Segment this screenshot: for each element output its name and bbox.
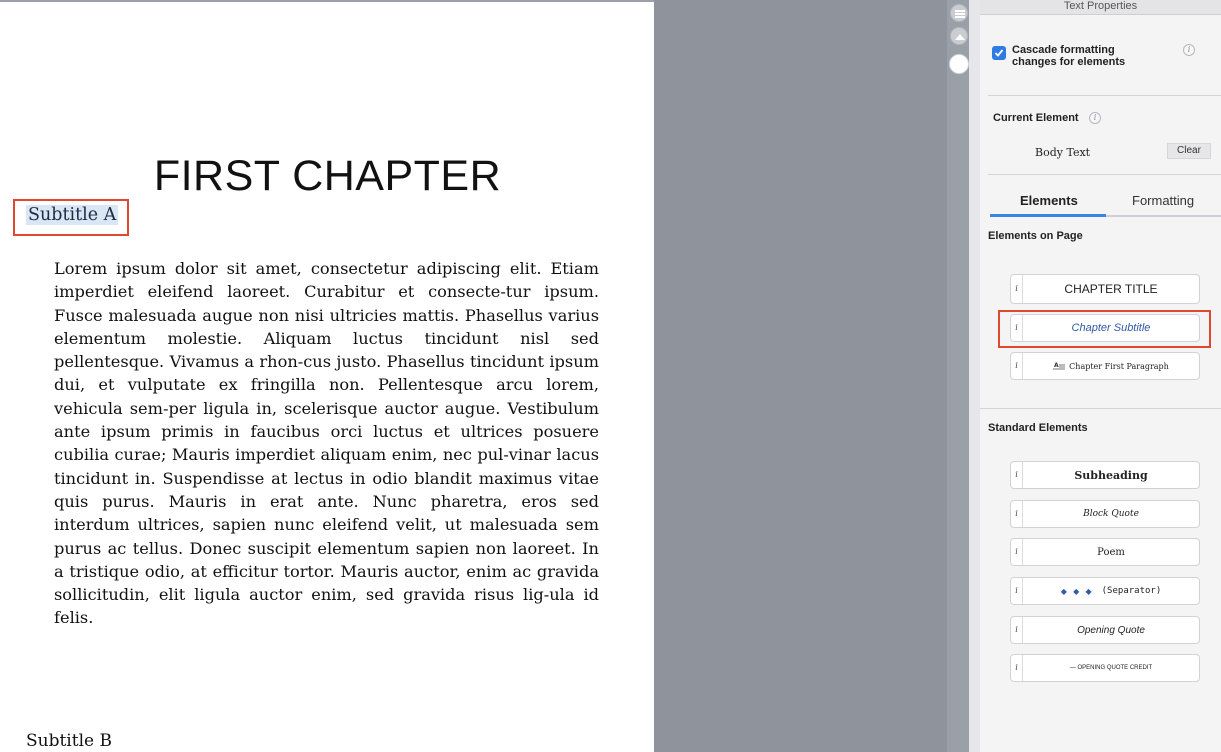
info-icon[interactable]: i <box>1011 462 1023 488</box>
subtitle-a[interactable]: Subtitle A <box>28 205 117 225</box>
info-icon[interactable]: i <box>1011 617 1023 643</box>
element-chapter-title-button[interactable] <box>1010 274 1200 304</box>
drop-cap-icon <box>1053 362 1065 371</box>
scroll-up-button[interactable] <box>950 27 968 45</box>
info-icon[interactable]: i <box>1011 539 1023 565</box>
panel-title: Text Properties <box>980 0 1221 15</box>
tab-underline-active <box>990 214 1106 217</box>
divider <box>988 174 1221 175</box>
element-label <box>1023 539 1199 565</box>
info-icon[interactable]: i <box>1011 655 1023 681</box>
info-icon[interactable]: i <box>1011 501 1023 527</box>
standard-elements-label: Standard Elements <box>988 422 1088 434</box>
element-poem-label: Poem <box>1097 546 1125 558</box>
element-label <box>1023 501 1199 527</box>
element-label <box>1023 353 1199 379</box>
separator-ornament-icon: ◆ ◆ ◆ <box>1060 586 1094 596</box>
element-poem-button[interactable] <box>1010 538 1200 566</box>
element-block-quote-button[interactable] <box>1010 500 1200 528</box>
page-top-border <box>0 0 655 2</box>
element-separator-label: (Separator) <box>1101 586 1162 596</box>
element-label <box>1023 275 1199 303</box>
element-subheading-button[interactable] <box>1010 461 1200 489</box>
triangle-up-icon <box>954 32 966 42</box>
element-opening-quote-button[interactable] <box>1010 616 1200 644</box>
subtitle-b[interactable]: Subtitle B <box>26 731 112 751</box>
element-chapter-title-label: CHAPTER TITLE <box>1064 282 1158 296</box>
element-subheading-label: Subheading <box>1074 468 1148 482</box>
current-element-label: Current Element <box>993 112 1079 124</box>
info-icon[interactable]: i <box>1011 315 1023 341</box>
divider <box>980 408 1221 409</box>
element-chapter-first-paragraph-button[interactable] <box>1010 352 1200 380</box>
cascade-info-icon[interactable]: i <box>1183 44 1195 56</box>
info-icon[interactable]: i <box>1011 353 1023 379</box>
element-opening-quote-credit-label: — OPENING QUOTE CREDIT <box>1069 665 1153 671</box>
clear-button[interactable]: Clear <box>1167 143 1211 159</box>
element-opening-quote-credit-button[interactable] <box>1010 654 1200 682</box>
svg-text:A: A <box>1054 361 1059 369</box>
checkmark-icon <box>994 48 1004 58</box>
current-element-value: Body Text <box>1035 146 1091 159</box>
element-label <box>1023 655 1199 681</box>
fit-page-icon <box>954 9 966 19</box>
element-block-quote-label: Block Quote <box>1083 509 1139 519</box>
tab-underline-inactive <box>1106 215 1221 217</box>
page-gutter <box>654 0 957 752</box>
current-element-info-icon[interactable]: i <box>1089 112 1101 124</box>
info-icon[interactable]: i <box>1011 275 1023 303</box>
tab-elements[interactable]: Elements <box>1020 193 1078 208</box>
panel-divider[interactable] <box>969 0 980 752</box>
subtitle-a-highlight[interactable] <box>13 199 129 236</box>
info-icon[interactable]: i <box>1011 578 1023 604</box>
zoom-control-strip <box>947 0 969 752</box>
cascade-checkbox[interactable] <box>992 46 1006 60</box>
body-text-paragraph[interactable]: Lorem ipsum dolor sit amet, consectetur adipiscing elit. Etiam imperdiet eleifend laoreet. Curabitur et consecte-tur ipsum. Fusce malesuada augue non nisi ultricies mattis. Phasellus varius elementum molestie. Aliquam luctus tincidunt nisl sed pellentesque. Vivamus a rhon-cus justo. Phasellus tincidunt ipsum dui, et vulputate ex fringilla non. Pellentesque arcu lorem, vehicula sem-per ligula in, scelerisque auctor augue. Vestibulum ante ipsum primis in faucibus orci luctus et ultrices posuere cubilia curae; Mauris imperdiet aliquam enim, nec pul-vinar lacus tincidunt in. Suspendisse at lectus in odio blandit maximus vitae quis purus. Mauris in erat ante. Nunc pharetra, eros sed interdum ultrices, sapien nunc eleifend velit, ut malesuada sem purus ac tellus. Donec suscipit elementum sapien non laoreet. In a tristique odio, at efficitur tortor. Mauris auctor, enim ac gravida sollicitudin, elit ligula auctor enim, sed gravida risus lig-ula id felis. <box>54 259 599 628</box>
element-label <box>1023 617 1199 643</box>
divider <box>988 95 1221 96</box>
element-chapter-subtitle-label: Chapter Subtitle <box>1071 322 1151 334</box>
cascade-label[interactable]: Cascade formatting changes for elements <box>1012 44 1126 68</box>
tab-formatting[interactable]: Formatting <box>1132 193 1195 208</box>
element-opening-quote-label: Opening Quote <box>1077 624 1145 636</box>
chapter-title[interactable]: FIRST CHAPTER <box>153 152 502 200</box>
fit-page-button[interactable] <box>950 4 968 22</box>
elements-on-page-label: Elements on Page <box>988 230 1083 242</box>
selection-highlight <box>998 310 1211 348</box>
element-chapter-first-paragraph-label: Chapter First Paragraph <box>1069 361 1169 371</box>
element-label <box>1023 578 1199 604</box>
element-label <box>1023 462 1199 488</box>
element-separator-button[interactable] <box>1010 577 1200 605</box>
scroll-handle[interactable] <box>949 54 969 74</box>
